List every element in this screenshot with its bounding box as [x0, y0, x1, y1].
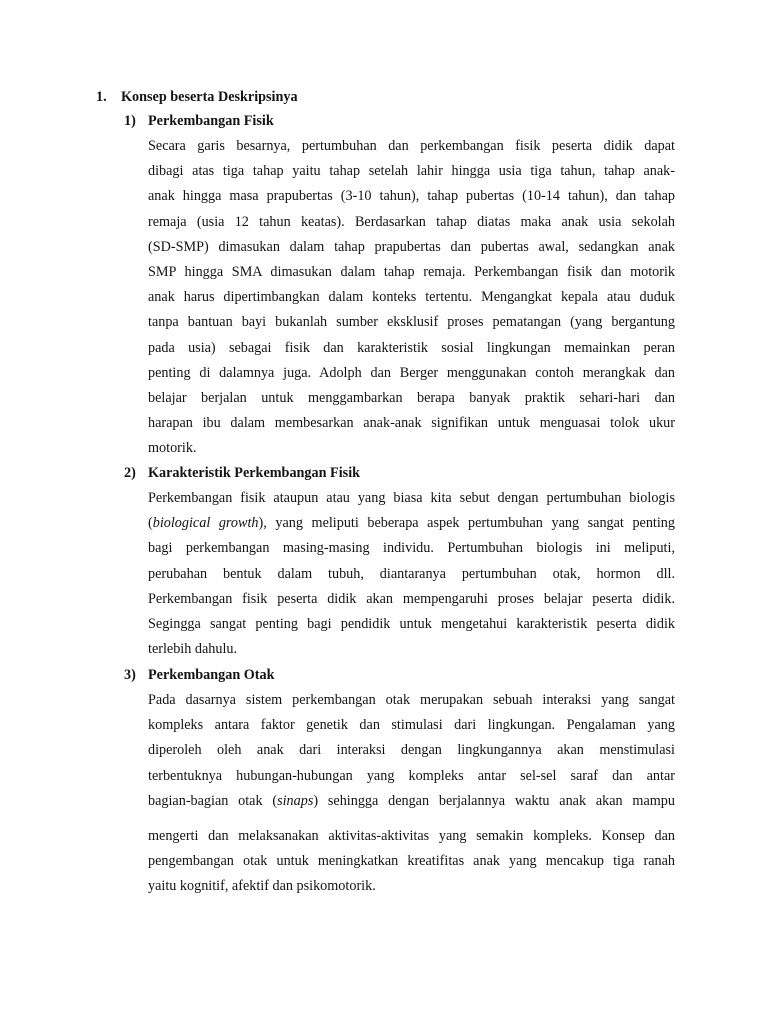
main-heading-title: Konsep beserta Deskripsinya [121, 89, 298, 105]
paragraph-line: penting di dalamnya juga. Adolph dan Berger menggunakan contoh merangkak dan [148, 364, 675, 381]
paragraph-line: bagi perkembangan masing-masing individu. Pertumbuhan biologis ini meliputi, [148, 540, 675, 557]
paragraph-line: SMP hingga SMA dimasukan dalam tahap remaja. Perkembangan fisik dan motorik [148, 263, 675, 280]
paragraph-line: Perkembangan fisik ataupun atau yang biasa kita sebut dengan pertumbuhan biologis [148, 490, 675, 506]
section-perkembangan-otak [124, 665, 675, 900]
paragraph-line: anak harus dipertimbangkan dalam konteks tertentu. Mengangkat kepala atau duduk [148, 289, 675, 306]
paragraph-line: tanpa bantuan bayi bukanlah sumber eksklusif proses pematangan (yang bergantung [148, 314, 675, 331]
section-title: Perkembangan Fisik [148, 113, 274, 129]
section-paragraph [148, 486, 675, 662]
paragraph-line: pengembangan otak untuk meningkatkan kreatifitas anak yang mencakup tiga ranah [148, 853, 675, 870]
section-title: Karakteristik Perkembangan Fisik [148, 465, 361, 481]
text-fragment: bagian-bagian otak ( [148, 792, 278, 809]
main-heading [96, 87, 298, 107]
section-heading [124, 463, 675, 483]
paragraph-line: (SD-SMP) dimasukan dalam tahap prapubertas dan pubertas awal, sedangkan anak [148, 238, 675, 255]
section-perkembangan-fisik [124, 111, 675, 461]
main-heading-number: 1. [96, 89, 107, 105]
section-heading [124, 111, 675, 131]
paragraph-line: pada usia) sebagai fisik dan karakteristik sosial lingkungan memainkan peran [148, 339, 675, 356]
paragraph-line: remaja (usia 12 tahun keatas). Berdasarkan tahap diatas maka anak usia sekolah [148, 213, 675, 230]
paragraph-line: Perkembangan fisik peserta didik akan mempengaruhi proses belajar peserta didik. [148, 590, 675, 607]
section-title: Perkembangan Otak [148, 667, 275, 683]
paragraph-line: anak hingga masa prapubertas (3-10 tahun), tahap pubertas (10-14 tahun), dan tahap [148, 188, 675, 205]
paragraph-line: diperoleh oleh anak dari interaksi dengan lingkungannya akan menstimulasi [148, 742, 675, 759]
paragraph-line: dibagi atas tiga tahap yaitu tahap setelah lahir hingga usia tiga tahun, tahap anak- [148, 163, 675, 180]
paragraph-line: terlebih dahulu. [148, 641, 238, 658]
italic-term: sinaps [277, 792, 314, 809]
paragraph-line: Segingga sangat penting bagi pendidik untuk mengetahui karakteristik peserta didik [148, 615, 675, 632]
section-number: 3) [124, 667, 136, 683]
section-number: 1) [124, 113, 136, 129]
paragraph-line: belajar berjalan untuk menggambarkan berapa banyak praktik sehari-hari dan [148, 389, 675, 406]
section-paragraph [148, 688, 675, 900]
paragraph-line: motorik. [148, 440, 197, 457]
paragraph-line: terbentuknya hubungan-hubungan yang kompleks antar sel-sel saraf dan antar [148, 767, 675, 784]
section-number: 2) [124, 465, 136, 481]
paragraph-line: yaitu kognitif, afektif dan psikomotorik. [148, 878, 376, 895]
paragraph-line: Pada dasarnya sistem perkembangan otak merupakan sebuah interaksi yang sangat [148, 692, 675, 708]
section-karakteristik-perkembangan-fisik [124, 463, 675, 662]
paragraph-line [148, 789, 675, 814]
paragraph-line: harapan ibu dalam membesarkan anak-anak signifikan untuk menguasai tolok ukur [148, 415, 675, 432]
text-fragment: ) sehingga dengan berjalannya waktu anak akan mampu [313, 792, 675, 809]
text-fragment: ( [148, 515, 153, 532]
paragraph-line: mengerti dan melaksanakan aktivitas-aktivitas yang semakin kompleks. Konsep dan [148, 827, 675, 844]
paragraph-line: kompleks antara faktor genetik dan stimulasi dari lingkungan. Pengalaman yang [148, 717, 675, 734]
text-fragment: ), yang meliputi beberapa aspek pertumbuhan yang sangat penting [258, 515, 675, 532]
section-heading [124, 665, 675, 685]
paragraph-line: Secara garis besarnya, pertumbuhan dan perkembangan fisik peserta didik dapat [148, 138, 675, 154]
section-paragraph [148, 134, 675, 461]
italic-term: biological growth [152, 515, 259, 532]
paragraph-line: perubahan bentuk dalam tubuh, diantaranya pertumbuhan otak, hormon dll. [148, 565, 675, 582]
paragraph-line [148, 511, 675, 536]
